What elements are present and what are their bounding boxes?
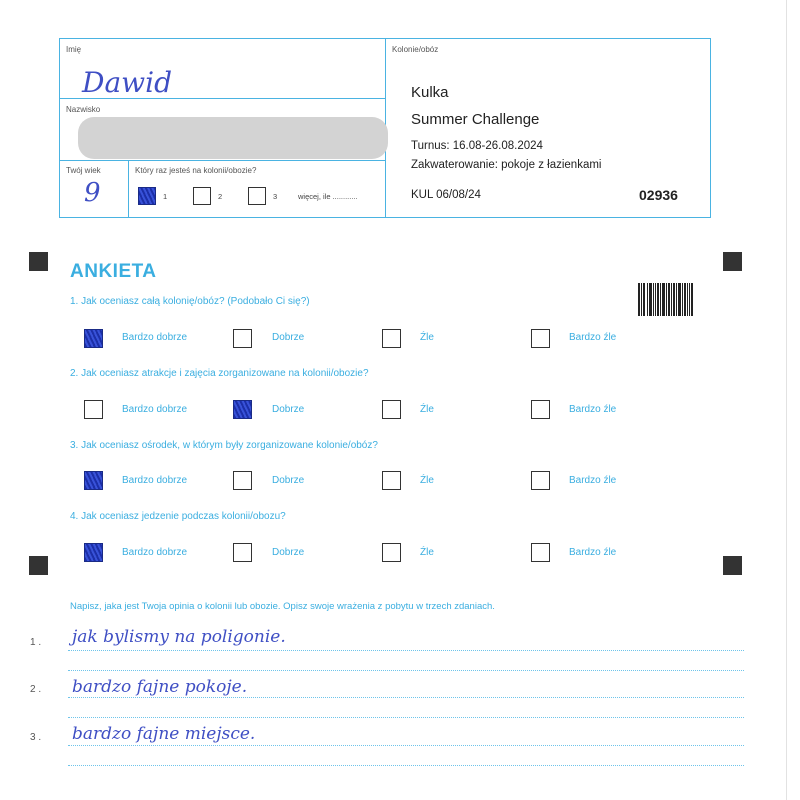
q2-option-checkbox[interactable] bbox=[382, 400, 401, 419]
q4-option-checkbox[interactable] bbox=[531, 543, 550, 562]
q4-option-checkbox[interactable] bbox=[233, 543, 252, 562]
opinion-answer-3: bardzo fajne miejsce. bbox=[72, 724, 256, 744]
surname-redaction bbox=[78, 117, 388, 159]
writing-line bbox=[68, 765, 744, 766]
opinion-line-number: 1 . bbox=[30, 637, 42, 648]
turnus: Turnus: 16.08-26.08.2024 bbox=[411, 140, 543, 152]
q3-option-checkbox[interactable] bbox=[382, 471, 401, 490]
q2-option-checkbox[interactable] bbox=[531, 400, 550, 419]
barcode bbox=[638, 283, 693, 316]
q1-option-checkbox[interactable] bbox=[531, 329, 550, 348]
writing-line bbox=[68, 717, 744, 718]
opinion-line-number: 3 . bbox=[30, 732, 42, 743]
question-3: 3. Jak oceniasz ośrodek, w którym były zorganizowane kolonie/obóz? bbox=[70, 440, 378, 451]
header-divider-surname bbox=[59, 160, 385, 161]
q1-option-label: Bardzo dobrze bbox=[122, 332, 188, 343]
q2-option-label: Bardzo dobrze bbox=[122, 404, 188, 415]
opinion-line-number: 2 . bbox=[30, 684, 42, 695]
writing-line bbox=[68, 697, 744, 698]
q2-option-checkbox[interactable] bbox=[84, 400, 103, 419]
times-option-3: 3 bbox=[273, 192, 278, 201]
q3-option-checkbox[interactable] bbox=[84, 471, 103, 490]
q3-option-label: Źle bbox=[420, 475, 434, 486]
camp-code: KUL 06/08/24 bbox=[411, 189, 481, 201]
camp-program: Summer Challenge bbox=[411, 111, 540, 128]
registration-marker bbox=[29, 556, 48, 575]
q3-option-label: Bardzo dobrze bbox=[122, 475, 188, 486]
camp-label: Kolonie/obóz bbox=[392, 45, 439, 54]
times-checkbox-2[interactable] bbox=[193, 187, 211, 205]
q4-option-label: Bardzo źle bbox=[569, 547, 617, 558]
q2-option-label: Bardzo źle bbox=[569, 404, 617, 415]
q4-option-label: Bardzo dobrze bbox=[122, 547, 188, 558]
q3-option-checkbox[interactable] bbox=[233, 471, 252, 490]
opinion-prompt: Napisz, jaka jest Twoja opinia o kolonii lub obozie. Opisz swoje wrażenia z pobytu w trzech zdaniach. bbox=[70, 601, 495, 612]
surname-label: Nazwisko bbox=[66, 105, 101, 114]
page-edge bbox=[786, 0, 787, 800]
q3-option-checkbox[interactable] bbox=[531, 471, 550, 490]
q4-option-label: Dobrze bbox=[272, 547, 305, 558]
question-1: 1. Jak oceniasz całą kolonię/obóz? (Podobało Ci się?) bbox=[70, 296, 310, 307]
registration-marker bbox=[723, 556, 742, 575]
accommodation: Zakwaterowanie: pokoje z łazienkami bbox=[411, 159, 602, 171]
survey-title: ANKIETA bbox=[70, 261, 157, 282]
question-4: 4. Jak oceniasz jedzenie podczas kolonii/obozu? bbox=[70, 511, 286, 522]
times-option-2: 2 bbox=[218, 192, 223, 201]
q2-option-checkbox[interactable] bbox=[233, 400, 252, 419]
q3-option-label: Dobrze bbox=[272, 475, 305, 486]
q1-option-checkbox[interactable] bbox=[233, 329, 252, 348]
q1-option-label: Dobrze bbox=[272, 332, 305, 343]
q1-option-label: Bardzo źle bbox=[569, 332, 617, 343]
form-number: 02936 bbox=[639, 187, 678, 203]
q4-option-label: Źle bbox=[420, 547, 434, 558]
registration-marker bbox=[29, 252, 48, 271]
times-checkbox-1[interactable] bbox=[138, 187, 156, 205]
opinion-answer-2: bardzo fajne pokoje. bbox=[72, 677, 248, 697]
name-value: Dawid bbox=[82, 66, 172, 99]
name-label: Imię bbox=[66, 45, 82, 54]
q4-option-checkbox[interactable] bbox=[84, 543, 103, 562]
question-2: 2. Jak oceniasz atrakcje i zajęcia zorganizowane na kolonii/obozie? bbox=[70, 368, 369, 379]
age-value: 9 bbox=[84, 178, 101, 208]
times-option-1: 1 bbox=[163, 192, 168, 201]
writing-line bbox=[68, 670, 744, 671]
q3-option-label: Bardzo źle bbox=[569, 475, 617, 486]
times-label: Który raz jesteś na kolonii/obozie? bbox=[135, 166, 257, 175]
q1-option-checkbox[interactable] bbox=[382, 329, 401, 348]
writing-line bbox=[68, 650, 744, 651]
q4-option-checkbox[interactable] bbox=[382, 543, 401, 562]
camp-name: Kulka bbox=[411, 84, 449, 101]
registration-marker bbox=[723, 252, 742, 271]
times-checkbox-3[interactable] bbox=[248, 187, 266, 205]
age-label: Twój wiek bbox=[66, 166, 101, 175]
opinion-answer-1: jak bylismy na poligonie. bbox=[72, 627, 286, 647]
times-more: więcej, ile ............ bbox=[298, 192, 358, 201]
q1-option-label: Źle bbox=[420, 332, 434, 343]
header-divider-age bbox=[128, 160, 129, 218]
writing-line bbox=[68, 745, 744, 746]
q2-option-label: Źle bbox=[420, 404, 434, 415]
q1-option-checkbox[interactable] bbox=[84, 329, 103, 348]
q2-option-label: Dobrze bbox=[272, 404, 305, 415]
